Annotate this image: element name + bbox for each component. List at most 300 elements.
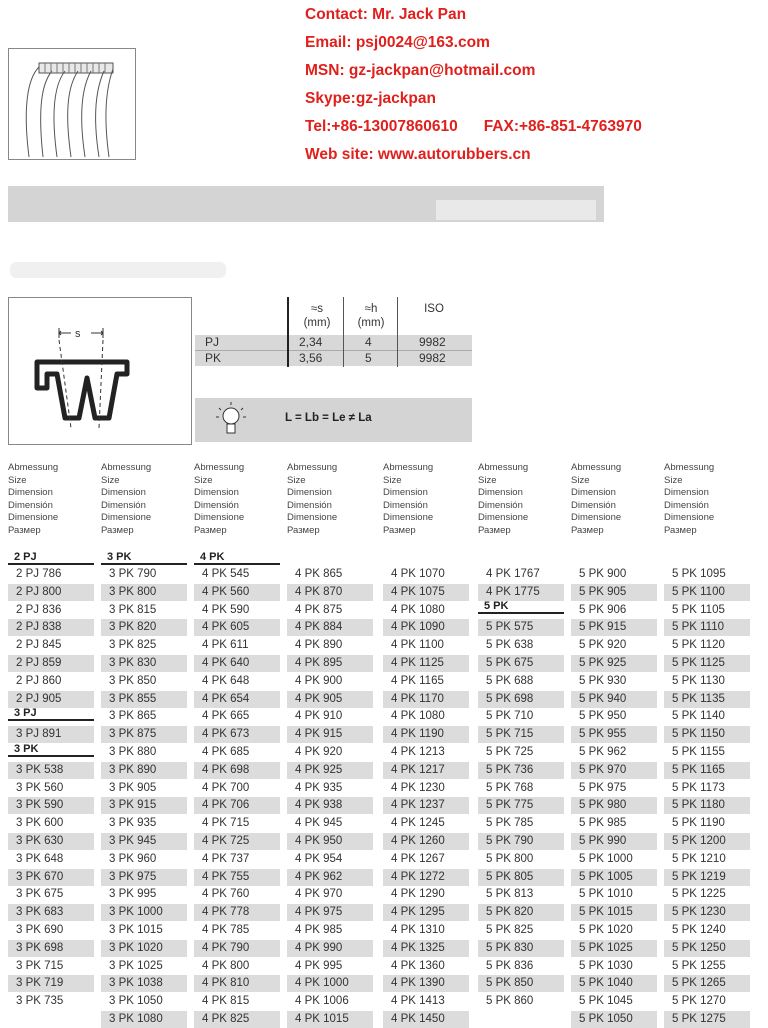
dimension-label: Размер — [101, 524, 134, 536]
belt-size-cell: 2 PJ 859 — [8, 655, 94, 672]
belt-illustration — [8, 48, 136, 160]
dimension-label: Dimensione — [287, 512, 338, 524]
belt-size-cell: 4 PK 915 — [287, 726, 373, 743]
belt-size-cell: 5 PK 1180 — [664, 797, 750, 814]
belt-size-cell: 5 PK 1100 — [664, 584, 750, 601]
dimension-label: Abmessung — [571, 462, 622, 473]
belt-size-cell: 4 PK 1075 — [383, 584, 469, 601]
belt-size-cell: 5 PK 920 — [579, 639, 627, 652]
belt-size-cell: 4 PK 785 — [202, 924, 250, 936]
belt-size-cell: 5 PK 1210 — [672, 852, 726, 865]
belt-size-cell: 4 PK 865 — [295, 568, 343, 580]
belt-size-cell: 4 PK 825 — [194, 1011, 280, 1028]
belt-size-cell: 5 PK 915 — [571, 619, 657, 636]
dimension-label: Размер — [383, 524, 416, 536]
belt-size-cell: 4 PK 1450 — [383, 1011, 469, 1028]
belt-size-cell: 5 PK 985 — [579, 817, 627, 830]
spec-row — [195, 335, 472, 350]
dimension-label: Size — [101, 474, 120, 486]
dimension-label: Dimensione — [478, 512, 529, 524]
belt-size-cell: 5 PK 1225 — [672, 888, 726, 901]
belt-size-cell: 5 PK 575 — [478, 619, 564, 636]
belt-size-cell: 4 PK 800 — [202, 959, 250, 972]
belt-size-cell: 4 PK 755 — [194, 869, 280, 886]
belt-size-cell: 4 PK 1310 — [391, 924, 445, 936]
belt-size-cell: 5 PK 900 — [579, 568, 627, 580]
belt-size-cell: 5 PK 1240 — [672, 924, 726, 936]
dimension-label: Size — [8, 474, 27, 486]
belt-size-cell: 4 PK 685 — [202, 746, 250, 758]
belt-size-cell: 3 PK 648 — [16, 852, 64, 865]
spec-s: 3,56 — [299, 351, 323, 365]
belt-size-cell: 4 PK 1767 — [486, 568, 540, 580]
belt-size-cell: 5 PK 790 — [478, 833, 564, 850]
belt-size-cell: 3 PK 1015 — [109, 924, 163, 936]
profile-diagram — [8, 297, 192, 445]
belt-size-cell: 4 PK 1295 — [383, 904, 469, 921]
belt-size-cell: 3 PK 1000 — [101, 904, 187, 921]
belt-size-cell: 4 PK 605 — [194, 619, 280, 636]
belt-size-cell: 4 PK 590 — [202, 603, 250, 616]
spec-name: PK — [205, 351, 222, 365]
belt-size-cell: 4 PK 938 — [287, 797, 373, 814]
dimension-label: Abmessung — [8, 462, 59, 473]
belt-size-cell: 4 PK 1290 — [391, 888, 445, 901]
belt-size-cell: 5 PK 1250 — [664, 940, 750, 957]
belt-size-cell: 4 PK 1090 — [383, 619, 469, 636]
belt-size-cell: 5 PK 1190 — [672, 817, 725, 830]
belt-size-cell: 4 PK 545 — [202, 568, 250, 580]
belt-size-cell: 5 PK 1155 — [672, 746, 725, 758]
belt-size-cell: 4 PK 875 — [295, 603, 343, 616]
belt-size-cell: 3 PJ 891 — [8, 726, 94, 743]
dimension-label: Dimensión — [478, 499, 523, 511]
dimension-label: Размер — [664, 524, 697, 536]
belt-size-cell: 5 PK 1010 — [579, 888, 633, 901]
belt-size-cell: 5 PK 962 — [579, 746, 627, 758]
belt-size-cell: 5 PK 990 — [571, 833, 657, 850]
divider — [287, 297, 289, 367]
dimension-label: Dimensione — [664, 512, 715, 524]
belt-size-cell: 5 PK 955 — [571, 726, 657, 743]
faded-heading — [10, 262, 226, 278]
belt-size-cell: 4 PK 995 — [295, 959, 343, 972]
belt-size-cell: 2 PJ 836 — [16, 603, 62, 616]
belt-size-cell: 5 PK 1275 — [664, 1011, 750, 1028]
dimension-label: Dimensión — [101, 499, 146, 511]
dimension-header — [478, 462, 528, 538]
belt-size-cell: 4 PK 1360 — [391, 959, 445, 972]
dimension-label: Size — [287, 474, 306, 486]
belt-size-cell: 4 PK 1006 — [295, 995, 349, 1008]
belt-size-cell: 3 PK 670 — [8, 869, 94, 886]
belt-size-cell: 4 PK 1070 — [391, 568, 445, 580]
dimension-label: Размер — [194, 524, 227, 536]
belt-size-cell: 3 PK 935 — [109, 817, 157, 830]
dimension-label: Dimension — [8, 487, 53, 499]
dimension-header — [383, 462, 433, 538]
belt-size-cell: 4 PK 945 — [295, 817, 343, 830]
belt-size-cell: 4 PK 985 — [295, 924, 343, 936]
belt-size-cell: 3 PK 600 — [16, 817, 64, 830]
belt-size-cell: 4 PK 815 — [202, 995, 250, 1008]
belt-size-cell: 5 PK 736 — [478, 762, 564, 779]
belt-profile-icon — [9, 298, 191, 444]
header-s: ≈s (mm) — [303, 303, 331, 329]
belt-size-cell: 2 PJ 838 — [8, 619, 94, 636]
belt-size-cell: 3 PK 630 — [8, 833, 94, 850]
belt-size-cell: 4 PK 760 — [202, 888, 250, 901]
contact-tel: Tel:+86-13007860610 — [305, 118, 458, 135]
dimension-label: Dimensione — [383, 512, 434, 524]
dimension-label: Dimension — [571, 487, 616, 499]
belt-size-cell: 4 PK 611 — [202, 639, 249, 652]
belt-size-cell: 4 PK 715 — [202, 817, 250, 830]
belt-size-cell: 4 PK 737 — [202, 852, 250, 865]
belt-size-cell: 5 PK 930 — [579, 674, 627, 687]
belt-size-cell: 4 PK 890 — [295, 639, 343, 652]
dimension-label: Размер — [478, 524, 511, 536]
belt-size-cell: 5 PK 906 — [579, 603, 627, 616]
contact-name: Contact: Mr. Jack Pan — [305, 6, 467, 23]
belt-size-cell: 3 PK 850 — [109, 674, 157, 687]
dimension-label: Dimension — [101, 487, 146, 499]
belt-size-cell: 5 PK 805 — [478, 869, 564, 886]
spacing-s-label: s — [75, 328, 81, 340]
belt-size-cell: 5 PK 785 — [486, 817, 534, 830]
title-band-overlay — [436, 200, 596, 220]
dimension-label: Size — [664, 474, 683, 486]
dimension-label: Dimensión — [287, 499, 332, 511]
lightbulb-icon — [211, 400, 251, 440]
dimension-label: Size — [383, 474, 402, 486]
divider — [343, 297, 344, 367]
dimension-header — [664, 462, 714, 538]
belt-size-cell: 4 PK 1267 — [391, 852, 445, 865]
belt-size-cell: 5 PK 820 — [478, 904, 564, 921]
dimension-header — [287, 462, 337, 538]
dimension-label: Size — [478, 474, 497, 486]
belt-size-cell: 5 PK 1130 — [672, 674, 725, 687]
belt-size-cell: 5 PK 1040 — [571, 975, 657, 992]
belt-size-cell: 4 PK 935 — [295, 781, 343, 794]
belt-size-cell: 5 PK 975 — [579, 781, 627, 794]
belt-size-cell: 3 PK 1020 — [101, 940, 187, 957]
belt-size-cell: 3 PK 815 — [109, 603, 157, 616]
belt-size-cell: 5 PK 1120 — [672, 639, 725, 652]
belt-size-cell: 4 PK 1230 — [391, 781, 445, 794]
belt-size-cell: 4 PK 640 — [194, 655, 280, 672]
belt-size-cell: 3 PK 865 — [109, 710, 157, 723]
dimension-label: Abmessung — [664, 462, 715, 473]
belt-size-cell: 3 PK 995 — [109, 888, 157, 901]
formula-band — [195, 398, 472, 442]
contact-block — [305, 4, 642, 172]
belt-size-cell: 4 PK 1390 — [383, 975, 469, 992]
length-formula: L = Lb = Le ≠ La — [285, 412, 372, 424]
belt-size-cell: 5 PK 768 — [486, 781, 534, 794]
belt-size-cell: 5 PK 1045 — [579, 995, 633, 1008]
belt-size-cell: 4 PK 920 — [295, 746, 343, 758]
belt-size-cell: 5 PK 1265 — [664, 975, 750, 992]
belt-size-cell: 5 PK 1173 — [672, 781, 725, 794]
dimension-label: Abmessung — [383, 462, 434, 473]
belt-size-cell: 5 PK 1270 — [672, 995, 726, 1008]
belt-size-cell: 3 PK 698 — [8, 940, 94, 957]
dimension-label: Size — [571, 474, 590, 486]
belt-size-cell: 3 PK 825 — [109, 639, 157, 652]
belt-size-cell: 4 PK 1000 — [287, 975, 373, 992]
belt-size-cell: 4 PK 870 — [287, 584, 373, 601]
belt-size-cell: 3 PK 855 — [101, 691, 187, 708]
belt-size-cell: 4 PK 884 — [287, 619, 373, 636]
dimension-label: Dimensión — [571, 499, 616, 511]
spec-name: PJ — [205, 335, 220, 349]
belt-size-cell: 4 PK 778 — [194, 904, 280, 921]
belt-size-cell: 5 PK 1165 — [664, 762, 750, 779]
belt-size-cell: 4 PK 1413 — [391, 995, 445, 1008]
section-header: 5 PK — [478, 600, 564, 614]
spec-row — [195, 350, 472, 366]
belt-size-cell: 2 PJ 905 — [8, 691, 94, 708]
belt-size-cell: 4 PK 648 — [202, 674, 250, 687]
spec-iso: 9982 — [419, 335, 446, 349]
belt-size-cell: 4 PK 1260 — [383, 833, 469, 850]
belt-size-cell: 5 PK 675 — [478, 655, 564, 672]
belt-size-cell: 5 PK 800 — [486, 852, 534, 865]
belt-size-cell: 5 PK 1050 — [571, 1011, 657, 1028]
dimension-label: Dimension — [478, 487, 523, 499]
header-h: ≈h (mm) — [357, 303, 385, 329]
contact-skype: Skype:gz-jackpan — [305, 90, 436, 107]
dimension-header — [101, 462, 151, 538]
belt-size-cell: 5 PK 1000 — [579, 852, 633, 865]
belt-size-cell: 5 PK 1105 — [672, 603, 725, 616]
contact-phone-fax — [305, 116, 642, 144]
belt-size-cell: 3 PK 1080 — [101, 1011, 187, 1028]
dimension-label: Abmessung — [101, 462, 152, 473]
belt-size-cell: 5 PK 1125 — [664, 655, 750, 672]
belt-size-cell: 2 PJ 800 — [8, 584, 94, 601]
belt-size-cell: 4 PK 970 — [295, 888, 343, 901]
belt-size-cell: 3 PK 560 — [16, 781, 64, 794]
spec-h: 5 — [365, 351, 372, 365]
belt-size-cell: 3 PK 1050 — [109, 995, 163, 1008]
belt-size-cell: 5 PK 1015 — [571, 904, 657, 921]
section-header: 4 PK — [194, 551, 280, 565]
belt-size-cell: 5 PK 950 — [579, 710, 627, 723]
belt-size-cell: 4 PK 1325 — [383, 940, 469, 957]
belt-size-cell: 4 PK 975 — [287, 904, 373, 921]
contact-email[interactable]: Email: psj0024@163.com — [305, 34, 490, 51]
divider — [397, 297, 398, 367]
dimension-label: Dimension — [287, 487, 332, 499]
belt-size-cell: 5 PK 980 — [571, 797, 657, 814]
belt-size-cell: 4 PK 1213 — [391, 746, 445, 758]
dimension-header — [8, 462, 58, 538]
belt-size-cell: 3 PK 975 — [101, 869, 187, 886]
belt-size-cell: 5 PK 813 — [486, 888, 534, 901]
belt-size-cell: 4 PK 706 — [194, 797, 280, 814]
belt-size-cell: 3 PK 820 — [101, 619, 187, 636]
belt-size-cell: 5 PK 925 — [571, 655, 657, 672]
dimension-label: Размер — [287, 524, 320, 536]
belt-size-cell: 5 PK 905 — [571, 584, 657, 601]
spec-h: 4 — [365, 335, 372, 349]
belt-size-cell: 4 PK 1170 — [383, 691, 469, 708]
section-header: 2 PJ — [8, 551, 94, 565]
belt-size-cell: 4 PK 1015 — [287, 1011, 373, 1028]
belt-size-cell: 3 PK 715 — [16, 959, 64, 972]
belt-size-cell: 3 PK 735 — [16, 995, 64, 1008]
spec-table — [195, 297, 472, 366]
section-header: 3 PK — [8, 743, 94, 757]
belt-size-cell: 4 PK 1245 — [391, 817, 445, 830]
belt-size-cell: 5 PK 710 — [486, 710, 534, 723]
belt-size-cell: 4 PK 700 — [202, 781, 250, 794]
contact-fax: FAX:+86-851-4763970 — [483, 118, 642, 135]
belt-size-cell: 5 PK 970 — [571, 762, 657, 779]
belt-size-cell: 4 PK 1237 — [383, 797, 469, 814]
belt-size-cell: 4 PK 1125 — [383, 655, 469, 672]
belt-size-cell: 4 PK 1775 — [478, 584, 564, 601]
belt-size-cell: 5 PK 830 — [478, 940, 564, 957]
belt-size-cell: 4 PK 1272 — [383, 869, 469, 886]
belt-size-cell: 3 PK 690 — [16, 924, 64, 936]
dimension-label: Dimensione — [194, 512, 245, 524]
belt-size-cell: 3 PK 719 — [8, 975, 94, 992]
dimension-label: Dimensión — [194, 499, 239, 511]
belt-size-cell: 5 PK 775 — [478, 797, 564, 814]
belt-size-cell: 2 PJ 786 — [16, 568, 62, 580]
belt-size-cell: 4 PK 673 — [194, 726, 280, 743]
belt-size-cell: 4 PK 910 — [295, 710, 343, 723]
dimension-label: Dimension — [194, 487, 239, 499]
belt-size-cell: 5 PK 688 — [486, 674, 534, 687]
belt-size-cell: 3 PK 800 — [101, 584, 187, 601]
belt-size-cell: 4 PK 1100 — [391, 639, 444, 652]
belt-size-cell: 3 PK 1038 — [101, 975, 187, 992]
dimension-label: Dimensione — [8, 512, 59, 524]
header-iso: ISO — [424, 303, 444, 315]
belt-size-cell: 3 PK 945 — [101, 833, 187, 850]
belt-size-cell: 3 PK 790 — [109, 568, 157, 580]
belt-size-cell: 3 PK 905 — [109, 781, 157, 794]
dimension-header — [571, 462, 621, 538]
belt-size-cell: 4 PK 698 — [194, 762, 280, 779]
belt-size-cell: 5 PK 1140 — [672, 710, 725, 723]
belt-size-cell: 4 PK 560 — [194, 584, 280, 601]
belt-size-cell: 5 PK 1025 — [571, 940, 657, 957]
belt-size-cell: 4 PK 900 — [295, 674, 343, 687]
dimension-label: Dimensión — [8, 499, 53, 511]
belt-size-cell: 4 PK 895 — [287, 655, 373, 672]
belt-size-cell: 5 PK 1005 — [571, 869, 657, 886]
dimension-label: Abmessung — [287, 462, 338, 473]
dimension-label: Dimensión — [664, 499, 709, 511]
dimension-label: Размер — [8, 524, 41, 536]
belt-size-cell: 4 PK 1190 — [383, 726, 469, 743]
belt-size-cell: 4 PK 1080 — [391, 710, 445, 723]
belt-size-cell: 5 PK 715 — [478, 726, 564, 743]
belt-size-cell: 5 PK 1230 — [664, 904, 750, 921]
ribbed-belt-icon — [9, 49, 135, 159]
belt-size-cell: 4 PK 905 — [287, 691, 373, 708]
dimension-header — [194, 462, 244, 538]
belt-size-cell: 4 PK 962 — [287, 869, 373, 886]
belt-size-cell: 3 PK 683 — [8, 904, 94, 921]
belt-size-cell: 5 PK 1200 — [664, 833, 750, 850]
belt-size-cell: 5 PK 1135 — [664, 691, 750, 708]
belt-size-cell: 5 PK 836 — [486, 959, 534, 972]
belt-size-cell: 3 PK 675 — [16, 888, 64, 901]
belt-size-cell: 3 PK 875 — [101, 726, 187, 743]
belt-size-cell: 4 PK 925 — [287, 762, 373, 779]
belt-size-cell: 4 PK 1165 — [391, 674, 444, 687]
belt-size-cell: 4 PK 950 — [287, 833, 373, 850]
dimension-label: Dimension — [383, 487, 428, 499]
belt-size-cell: 3 PK 960 — [109, 852, 157, 865]
dimension-label: Abmessung — [478, 462, 529, 473]
belt-size-cell: 4 PK 725 — [194, 833, 280, 850]
belt-size-cell: 5 PK 1219 — [664, 869, 750, 886]
dimension-label: Dimension — [664, 487, 709, 499]
dimension-label: Dimensione — [101, 512, 152, 524]
dimension-label: Dimensione — [571, 512, 622, 524]
belt-size-cell: 5 PK 1150 — [664, 726, 750, 743]
belt-size-cell: 4 PK 990 — [287, 940, 373, 957]
belt-size-cell: 3 PK 890 — [101, 762, 187, 779]
dimension-label: Abmessung — [194, 462, 245, 473]
belt-size-cell: 5 PK 1255 — [672, 959, 726, 972]
belt-size-cell: 5 PK 1110 — [664, 619, 750, 636]
belt-size-cell: 3 PK 538 — [8, 762, 94, 779]
belt-size-cell: 5 PK 940 — [571, 691, 657, 708]
belt-size-cell: 4 PK 654 — [194, 691, 280, 708]
belt-size-cell: 5 PK 638 — [486, 639, 534, 652]
belt-size-cell: 4 PK 790 — [194, 940, 280, 957]
belt-size-cell: 5 PK 725 — [486, 746, 534, 758]
belt-size-cell: 3 PK 830 — [101, 655, 187, 672]
belt-size-cell: 4 PK 1217 — [383, 762, 469, 779]
contact-website[interactable]: Web site: www.autorubbers.cn — [305, 146, 531, 163]
belt-size-cell: 3 PK 915 — [101, 797, 187, 814]
dimension-label: Size — [194, 474, 213, 486]
spec-iso: 9982 — [419, 351, 446, 365]
section-header: 3 PJ — [8, 707, 94, 721]
belt-size-cell: 5 PK 1020 — [579, 924, 633, 936]
belt-size-cell: 4 PK 665 — [202, 710, 250, 723]
belt-size-cell: 3 PK 590 — [8, 797, 94, 814]
belt-size-cell: 5 PK 850 — [478, 975, 564, 992]
belt-size-cell: 3 PK 1025 — [109, 959, 163, 972]
spec-s: 2,34 — [299, 335, 323, 349]
belt-size-cell: 2 PJ 845 — [16, 639, 62, 652]
contact-msn[interactable]: MSN: gz-jackpan@hotmail.com — [305, 62, 536, 79]
belt-size-cell: 2 PJ 860 — [16, 674, 62, 687]
belt-size-cell: 5 PK 1095 — [672, 568, 726, 580]
belt-size-cell: 3 PK 880 — [109, 746, 157, 758]
belt-size-cell: 5 PK 1030 — [579, 959, 633, 972]
belt-size-cell: 4 PK 954 — [295, 852, 343, 865]
belt-size-cell: 4 PK 810 — [194, 975, 280, 992]
belt-size-cell: 5 PK 698 — [478, 691, 564, 708]
dimension-label: Размер — [571, 524, 604, 536]
section-header: 3 PK — [101, 551, 187, 565]
dimension-label: Dimensión — [383, 499, 428, 511]
belt-size-cell: 5 PK 860 — [486, 995, 534, 1008]
belt-size-cell: 5 PK 825 — [486, 924, 534, 936]
